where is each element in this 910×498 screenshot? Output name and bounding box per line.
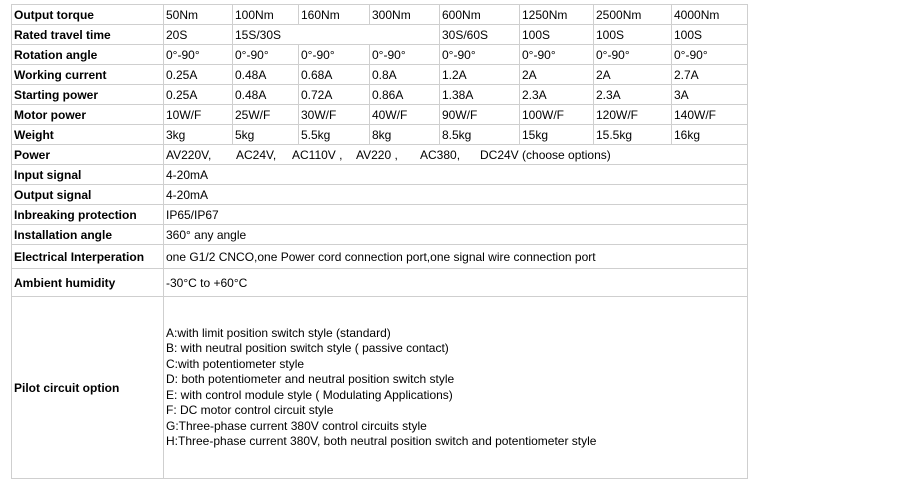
row-pilot-circuit-option	[12, 297, 748, 479]
cell-value: 2.7A	[672, 65, 748, 85]
row-working-current	[12, 65, 748, 85]
row-installation-angle	[12, 225, 748, 245]
pilot-options	[164, 297, 748, 479]
cell-value: 0°-90°	[370, 45, 440, 65]
row-label: Power	[12, 145, 164, 165]
power-option: DC24V (choose options)	[480, 147, 611, 162]
row-ambient-humidity	[12, 269, 748, 297]
row-rated-travel-time	[12, 25, 748, 45]
cell-value: 2.3A	[520, 85, 594, 105]
cell-value: 0.72A	[299, 85, 370, 105]
cell-value: 1.38A	[440, 85, 520, 105]
row-inbreaking-protection	[12, 205, 748, 225]
row-input-signal	[12, 165, 748, 185]
model-header: 1250Nm	[520, 5, 594, 25]
row-label: Input signal	[12, 165, 164, 185]
model-header: 160Nm	[299, 5, 370, 25]
cell-value: 0°-90°	[520, 45, 594, 65]
row-label: Weight	[12, 125, 164, 145]
cell-value: 15kg	[520, 125, 594, 145]
cell-value: -30°C to +60°C	[164, 269, 748, 297]
row-starting-power	[12, 85, 748, 105]
cell-value: 3kg	[164, 125, 233, 145]
row-weight	[12, 125, 748, 145]
cell-value: 0°-90°	[299, 45, 370, 65]
cell-value: 0°-90°	[672, 45, 748, 65]
cell-value: 40W/F	[370, 105, 440, 125]
pilot-option: C:with potentiometer style	[166, 356, 305, 371]
cell-value: 4-20mA	[164, 185, 748, 205]
model-header: 600Nm	[440, 5, 520, 25]
model-header: 100Nm	[233, 5, 299, 25]
row-motor-power	[12, 105, 748, 125]
pilot-option: D: both potentiometer and neutral position switch style	[166, 372, 455, 386]
row-label: Pilot circuit option	[12, 297, 164, 479]
power-option: AV220 ,	[356, 147, 398, 162]
cell-value: 100S	[520, 25, 594, 45]
pilot-option: B: with neutral position switch style ( passive contact)	[166, 341, 449, 355]
cell-value: 16kg	[672, 125, 748, 145]
cell-value: 0.25A	[164, 65, 233, 85]
cell-value: 8kg	[370, 125, 440, 145]
cell-value: 30W/F	[299, 105, 370, 125]
power-option: AC24V,	[236, 147, 277, 162]
power-option: AV220V,	[166, 147, 212, 162]
model-header: 2500Nm	[594, 5, 672, 25]
cell-value: 3A	[672, 85, 748, 105]
pilot-option: G:Three-phase current 380V control circuits style	[166, 418, 427, 433]
cell-value: 15S/30S	[233, 25, 440, 45]
cell-value: 1.2A	[440, 65, 520, 85]
cell-value: 30S/60S	[440, 25, 520, 45]
power-option: AC110V ,	[292, 147, 343, 162]
cell-value: 120W/F	[594, 105, 672, 125]
cell-value: 100S	[594, 25, 672, 45]
row-label: Rated travel time	[12, 25, 164, 45]
pilot-option: F: DC motor control circuit style	[166, 403, 334, 417]
cell-value: 0°-90°	[233, 45, 299, 65]
spec-table	[11, 4, 748, 479]
cell-value: 5kg	[233, 125, 299, 145]
cell-value: 360° any angle	[164, 225, 748, 245]
model-header: 50Nm	[164, 5, 233, 25]
cell-value: 25W/F	[233, 105, 299, 125]
model-header: 4000Nm	[672, 5, 748, 25]
cell-value: 10W/F	[164, 105, 233, 125]
row-output-signal	[12, 185, 748, 205]
row-label: Rotation angle	[12, 45, 164, 65]
row-output-torque	[12, 5, 748, 25]
cell-value: 0°-90°	[594, 45, 672, 65]
row-label: Inbreaking protection	[12, 205, 164, 225]
cell-value: 140W/F	[672, 105, 748, 125]
row-label: Output signal	[12, 185, 164, 205]
cell-value: 0°-90°	[440, 45, 520, 65]
cell-value: 8.5kg	[440, 125, 520, 145]
cell-value: 100S	[672, 25, 748, 45]
row-label: Starting power	[12, 85, 164, 105]
row-label: Ambient humidity	[12, 269, 164, 297]
model-header: 300Nm	[370, 5, 440, 25]
cell-value: 0.48A	[233, 85, 299, 105]
cell-value: 100W/F	[520, 105, 594, 125]
cell-value: 2.3A	[594, 85, 672, 105]
cell-value: 2A	[520, 65, 594, 85]
cell-value: 15.5kg	[594, 125, 672, 145]
cell-value: 2A	[594, 65, 672, 85]
row-label: Working current	[12, 65, 164, 85]
row-label: Motor power	[12, 105, 164, 125]
cell-value: one G1/2 CNCO,one Power cord connection port,one signal wire connection port	[164, 245, 748, 269]
cell-value: 0.68A	[299, 65, 370, 85]
cell-value: 0.25A	[164, 85, 233, 105]
row-rotation-angle	[12, 45, 748, 65]
row-label: Electrical Interperation	[12, 245, 164, 269]
cell-value: 5.5kg	[299, 125, 370, 145]
power-options	[164, 145, 748, 165]
cell-value: IP65/IP67	[164, 205, 748, 225]
pilot-option: E: with control module style ( Modulating Applications)	[166, 387, 453, 402]
cell-value: 0°-90°	[164, 45, 233, 65]
power-option: AC380,	[420, 147, 461, 162]
row-electrical-interperation	[12, 245, 748, 269]
cell-value: 4-20mA	[164, 165, 748, 185]
cell-value: 0.86A	[370, 85, 440, 105]
cell-value: 0.48A	[233, 65, 299, 85]
cell-value: 0.8A	[370, 65, 440, 85]
row-label: Installation angle	[12, 225, 164, 245]
pilot-option: A:with limit position switch style (standard)	[166, 325, 391, 340]
pilot-option: H:Three-phase current 380V, both neutral position switch and potentiometer style	[166, 434, 597, 448]
row-label: Output torque	[12, 5, 164, 25]
cell-value: 20S	[164, 25, 233, 45]
cell-value: 90W/F	[440, 105, 520, 125]
row-power	[12, 145, 748, 165]
